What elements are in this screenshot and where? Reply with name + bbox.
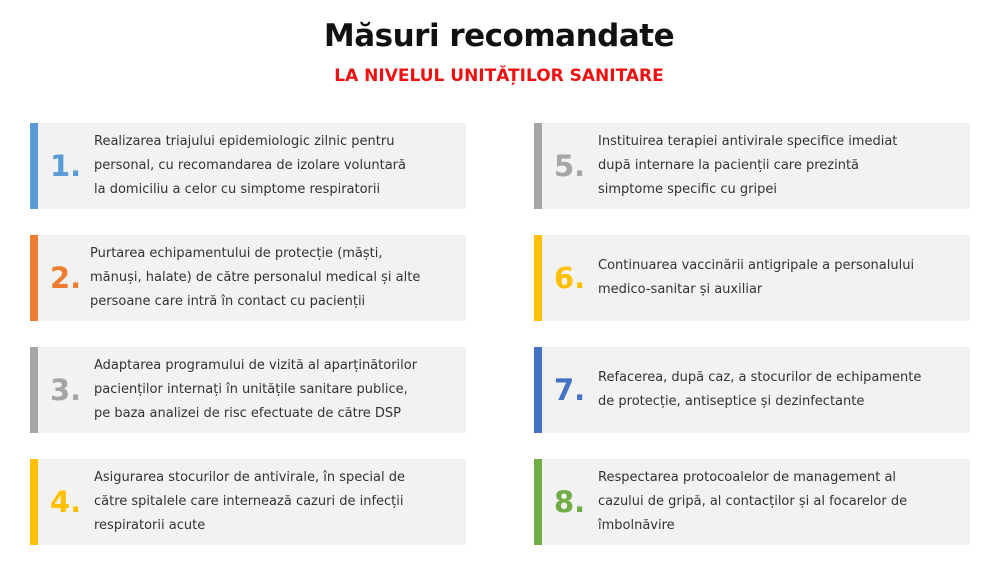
measure-number: 4.	[50, 485, 82, 519]
page-subtitle: LA NIVELUL UNITĂȚILOR SANITARE	[334, 66, 664, 86]
measure-card-8	[534, 459, 970, 545]
card-accent-bar	[534, 347, 542, 433]
measure-text: Instituirea terapiei antivirale specifice imediat după internare la pacienții care prezintă simptome specific cu gripei	[598, 134, 898, 197]
measure-card-1	[30, 123, 466, 209]
measure-card-6	[534, 235, 970, 321]
measure-text: Asigurarea stocurilor de antivirale, în special de către spitalele care internează cazuri de infecții respiratorii acute	[94, 470, 405, 533]
measure-card-2	[30, 235, 466, 321]
measure-number: 1.	[50, 149, 82, 183]
measure-number: 7.	[554, 373, 586, 407]
card-accent-bar	[30, 459, 38, 545]
measure-text: Realizarea triajului epidemiologic zilnic pentru personal, cu recomandarea de izolare voluntară la domiciliu a celor cu simptome respiratorii	[94, 134, 406, 197]
measure-number: 8.	[554, 485, 586, 519]
measure-text: Adaptarea programului de vizită al aparținătorilor pacienților internați în unitățile sanitare publice, pe baza analizei de risc efectuate de către DSP	[94, 358, 418, 421]
card-accent-bar	[534, 123, 542, 209]
measure-number: 5.	[554, 149, 586, 183]
measure-text: Continuarea vaccinării antigripale a personalului medico-sanitar și auxiliar	[598, 258, 915, 297]
card-accent-bar	[30, 235, 38, 321]
measure-card-7	[534, 347, 970, 433]
measure-card-4	[30, 459, 466, 545]
measure-text: Respectarea protocoalelor de management al cazului de gripă, al contacților și al focarelor de îmbolnăvire	[598, 470, 908, 533]
card-accent-bar	[30, 123, 38, 209]
card-accent-bar	[534, 235, 542, 321]
measure-card-5	[534, 123, 970, 209]
measure-text: Purtarea echipamentului de protecție (măști, mănuși, halate) de către personalul medical și alte persoane care intră în contact cu pacienții	[90, 246, 421, 309]
measure-number: 3.	[50, 373, 82, 407]
card-accent-bar	[534, 459, 542, 545]
measure-number: 6.	[554, 261, 586, 295]
card-accent-bar	[30, 347, 38, 433]
measure-text: Refacerea, după caz, a stocurilor de echipamente de protecție, antiseptice și dezinfectante	[598, 370, 922, 409]
measure-card-3	[30, 347, 466, 433]
page-title: Măsuri recomandate	[323, 18, 675, 54]
measure-number: 2.	[50, 261, 82, 295]
